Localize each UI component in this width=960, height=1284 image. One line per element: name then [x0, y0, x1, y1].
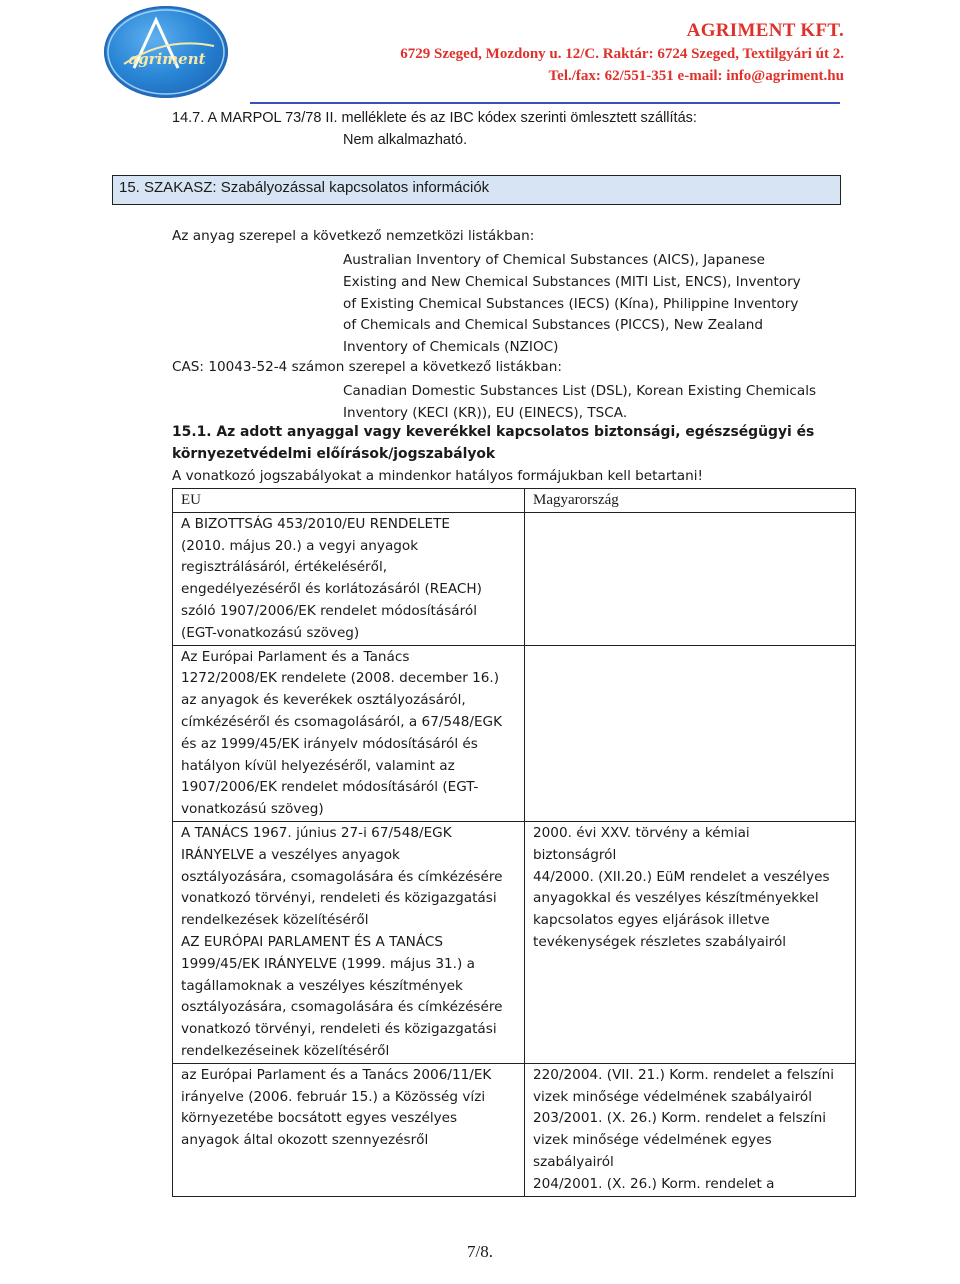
cell-line: anyagokkal és veszélyes készítményekkel [533, 890, 819, 907]
intl-list-line: Existing and New Chemical Substances (MITI List, ENCS), Inventory [343, 273, 801, 290]
cell-line: 1907/2006/EK rendelet módosításáról (EGT- [181, 779, 479, 796]
cell-line: vonatkozó törvényi, rendeleti és közigazgatási [181, 1021, 497, 1038]
cell-line: engedélyezéséről és korlátozásáról (REACH) [181, 581, 482, 598]
intl-lists-intro: Az anyag szerepel a következő nemzetközi listákban: [172, 228, 535, 244]
regulation-table [172, 488, 856, 1197]
intl-list-line: Australian Inventory of Chemical Substances (AICS), Japanese [343, 252, 766, 268]
cell-line: az Európai Parlament és a Tanács 2006/11/EK [181, 1066, 492, 1083]
cas-list-line: Canadian Domestic Substances List (DSL), Korean Existing Chemicals [343, 383, 817, 399]
cell-line: osztályozására, csomagolására és címkézésére [181, 999, 503, 1016]
cell-line: AZ EURÓPAI PARLAMENT ÉS A TANÁCS [181, 933, 443, 950]
section-15-heading-text: 15. SZAKASZ: Szabályozással kapcsolatos információk [119, 179, 490, 196]
cell-line: szóló 1907/2006/EK rendelet módosításáról [181, 602, 477, 619]
cell-line: anyagok által okozott szennyezésről [181, 1132, 429, 1149]
cell-line: A BIZOTTSÁG 453/2010/EU RENDELETE [181, 515, 451, 532]
cell-line: A TANÁCS 1967. június 27-i 67/548/EGK [181, 824, 452, 841]
hu-cell [525, 1063, 856, 1196]
company-name: AGRIMENT KFT. [686, 20, 844, 41]
eu-cell [173, 512, 525, 645]
hu-cell [525, 821, 856, 1063]
cell-line: (EGT-vonatkozású szöveg) [181, 624, 360, 641]
s14-7-title: 14.7. A MARPOL 73/78 II. melléklete és az IBC kódex szerinti ömlesztett szállítás: [172, 110, 697, 126]
subheading-15-1-line1: 15.1. Az adott anyaggal vagy keverékkel kapcsolatos biztonsági, egészségügyi és [172, 424, 815, 440]
cell-line: vizek minősége védelmének egyes [533, 1132, 772, 1149]
page-number: 7/8. [467, 1242, 493, 1261]
intl-list-line: of Chemicals and Chemical Substances (PICCS), New Zealand [343, 317, 764, 334]
cell-line: vonatkozó törvényi, rendeleti és közigazgatási [181, 890, 497, 907]
header-hu: Magyarország [525, 489, 856, 513]
section-15-heading [112, 175, 841, 205]
cell-line: rendelkezéseinek közelítéséről [181, 1042, 390, 1059]
cell-line: rendelkezések közelítéséről [181, 912, 369, 929]
cell-line: vizek minősége védelmének szabályairól [533, 1088, 812, 1105]
company-address: 6729 Szeged, Mozdony u. 12/C. Raktár: 6724 Szeged, Textilgyári út 2. [400, 46, 844, 62]
intl-list-line: of Existing Chemical Substances (IECS) (Kína), Philippine Inventory [343, 295, 799, 312]
cell-line: és az 1999/45/EK irányelv módosításáról és [181, 735, 478, 752]
cas-lists-block [343, 381, 853, 425]
cell-line: címkézéséről és csomagolásáról, a 67/548/EGK [181, 713, 502, 730]
subheading-15-1-line2: környezetvédelmi előírások/jogszabályok [172, 446, 496, 462]
cell-line: környezetébe bocsátott egyes veszélyes [181, 1110, 458, 1127]
eu-cell [173, 645, 525, 821]
cell-line: 203/2001. (X. 26.) Korm. rendelet a felszíni [533, 1110, 827, 1127]
cell-line: regisztrálásáról, értékeléséről, [181, 559, 388, 576]
intl-lists-block [343, 250, 853, 359]
cell-line: tevékenységek részletes szabályairól [533, 933, 787, 950]
table-row [173, 645, 856, 821]
cell-line: 220/2004. (VII. 21.) Korm. rendelet a felszíni [533, 1066, 835, 1083]
cell-line: osztályozására, csomagolására és címkézésére [181, 868, 503, 885]
header-eu: EU [173, 489, 525, 513]
cell-line: Az Európai Parlament és a Tanács [181, 648, 410, 665]
eu-cell [173, 1063, 525, 1196]
regulation-note: A vonatkozó jogszabályokat a mindenkor hatályos formájukban kell betartani! [172, 468, 703, 484]
cell-line: tagállamoknak a veszélyes készítmények [181, 977, 463, 994]
hu-cell [525, 645, 856, 821]
cell-line: hatályon kívül helyezéséről, valamint az [181, 757, 455, 774]
hu-cell [525, 512, 856, 645]
table-row [173, 512, 856, 645]
table-row [173, 821, 856, 1063]
cell-line: 204/2001. (X. 26.) Korm. rendelet a [533, 1175, 775, 1192]
cell-line: 1999/45/EK IRÁNYELVE (1999. május 31.) a [181, 955, 475, 972]
cell-line: vonatkozású szöveg) [181, 801, 324, 818]
table-row [173, 1063, 856, 1196]
intl-list-line: Inventory of Chemicals (NZIOC) [343, 339, 559, 356]
header-divider [250, 102, 840, 104]
cell-line: szabályairól [533, 1153, 614, 1170]
s14-7-value: Nem alkalmazható. [343, 132, 468, 148]
cell-line: IRÁNYELVE a veszélyes anyagok [181, 846, 400, 863]
cell-line: (2010. május 20.) a vegyi anyagok [181, 537, 419, 554]
cell-line: az anyagok és keverékek osztályozásáról, [181, 692, 466, 709]
cas-list-line: Inventory (KECI (KR)), EU (EINECS), TSCA. [343, 404, 628, 421]
cell-line: 44/2000. (XII.20.) EüM rendelet a veszélyes [533, 868, 830, 885]
eu-cell [173, 821, 525, 1063]
cell-line: biztonságról [533, 846, 617, 863]
company-contact: Tel./fax: 62/551-351 e-mail: info@agriment.hu [548, 68, 844, 84]
table-header-row [173, 489, 856, 513]
cell-line: 2000. évi XXV. törvény a kémiai [533, 824, 750, 841]
cell-line: kapcsolatos egyes eljárások illetve [533, 912, 770, 929]
cas-intro: CAS: 10043-52-4 számon szerepel a következő listákban: [172, 359, 562, 375]
cell-line: 1272/2008/EK rendelete (2008. december 16.) [181, 670, 500, 687]
company-logo [104, 6, 228, 98]
logo-text: agriment [128, 50, 206, 68]
cell-line: irányelve (2006. február 15.) a Közösség vízi [181, 1088, 486, 1105]
